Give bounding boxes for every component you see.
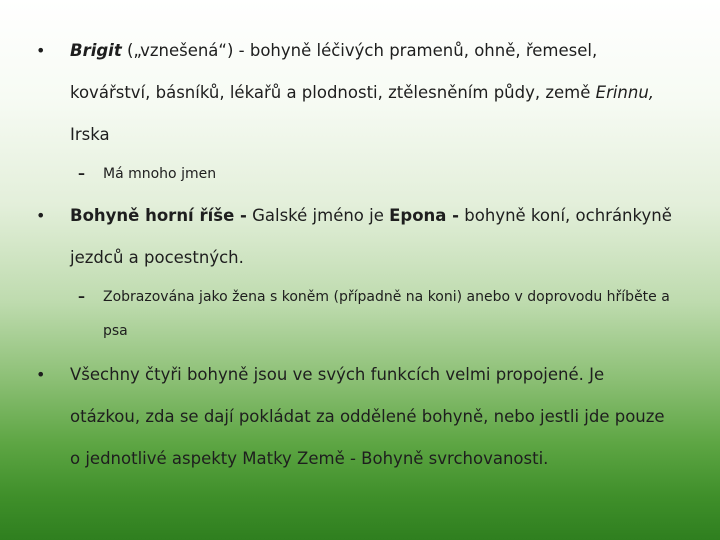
sub-bullet-text: Zobrazována jako žena s koněm (případně na koni) anebo v doprovodu hříběte a psa — [103, 289, 670, 339]
bullet-marker: • — [36, 206, 46, 225]
brigit-name: Brigit — [70, 41, 122, 60]
bullet-marker: • — [36, 365, 46, 384]
bullet-all-goddesses — [36, 354, 676, 480]
bullet-text — [70, 30, 676, 156]
bullet-epona — [36, 195, 676, 279]
sub-bullet-marker: – — [78, 166, 85, 182]
sub-bullet-marker: – — [78, 289, 85, 305]
epona-description: bohyně koní, ochránkyně jezdců a pocestných. — [70, 206, 672, 267]
sub-bullet-epona — [78, 280, 678, 348]
erinn-name: Erinnu, — [595, 83, 655, 102]
bullet-text: Všechny čtyři bohyně jsou ve svých funkcích velmi propojené. Je otázkou, zda se dají pokládat za oddělené bohyně, nebo jestli jde pouze o jednotlivé aspekty Matky Země - Bohyně svrchovanosti. — [70, 365, 665, 468]
bullet-brigit — [36, 30, 676, 156]
brigit-description: („vznešená“) - bohyně léčivých pramenů, ohně, řemesel, kovářství, básníků, lékařů a plodnosti, ztělesněním půdy, země — [70, 41, 598, 102]
sub-bullet-text: Má mnoho jmen — [103, 166, 217, 182]
bullet-text — [70, 195, 676, 279]
upper-realm-label: Bohyně horní říše - — [70, 206, 247, 225]
sub-bullet-brigit — [78, 157, 678, 191]
epona-name: Epona - — [389, 206, 460, 225]
brigit-description-end: Irska — [70, 125, 110, 144]
epona-intro: Galské jméno je — [246, 206, 390, 225]
bullet-marker: • — [36, 41, 46, 60]
